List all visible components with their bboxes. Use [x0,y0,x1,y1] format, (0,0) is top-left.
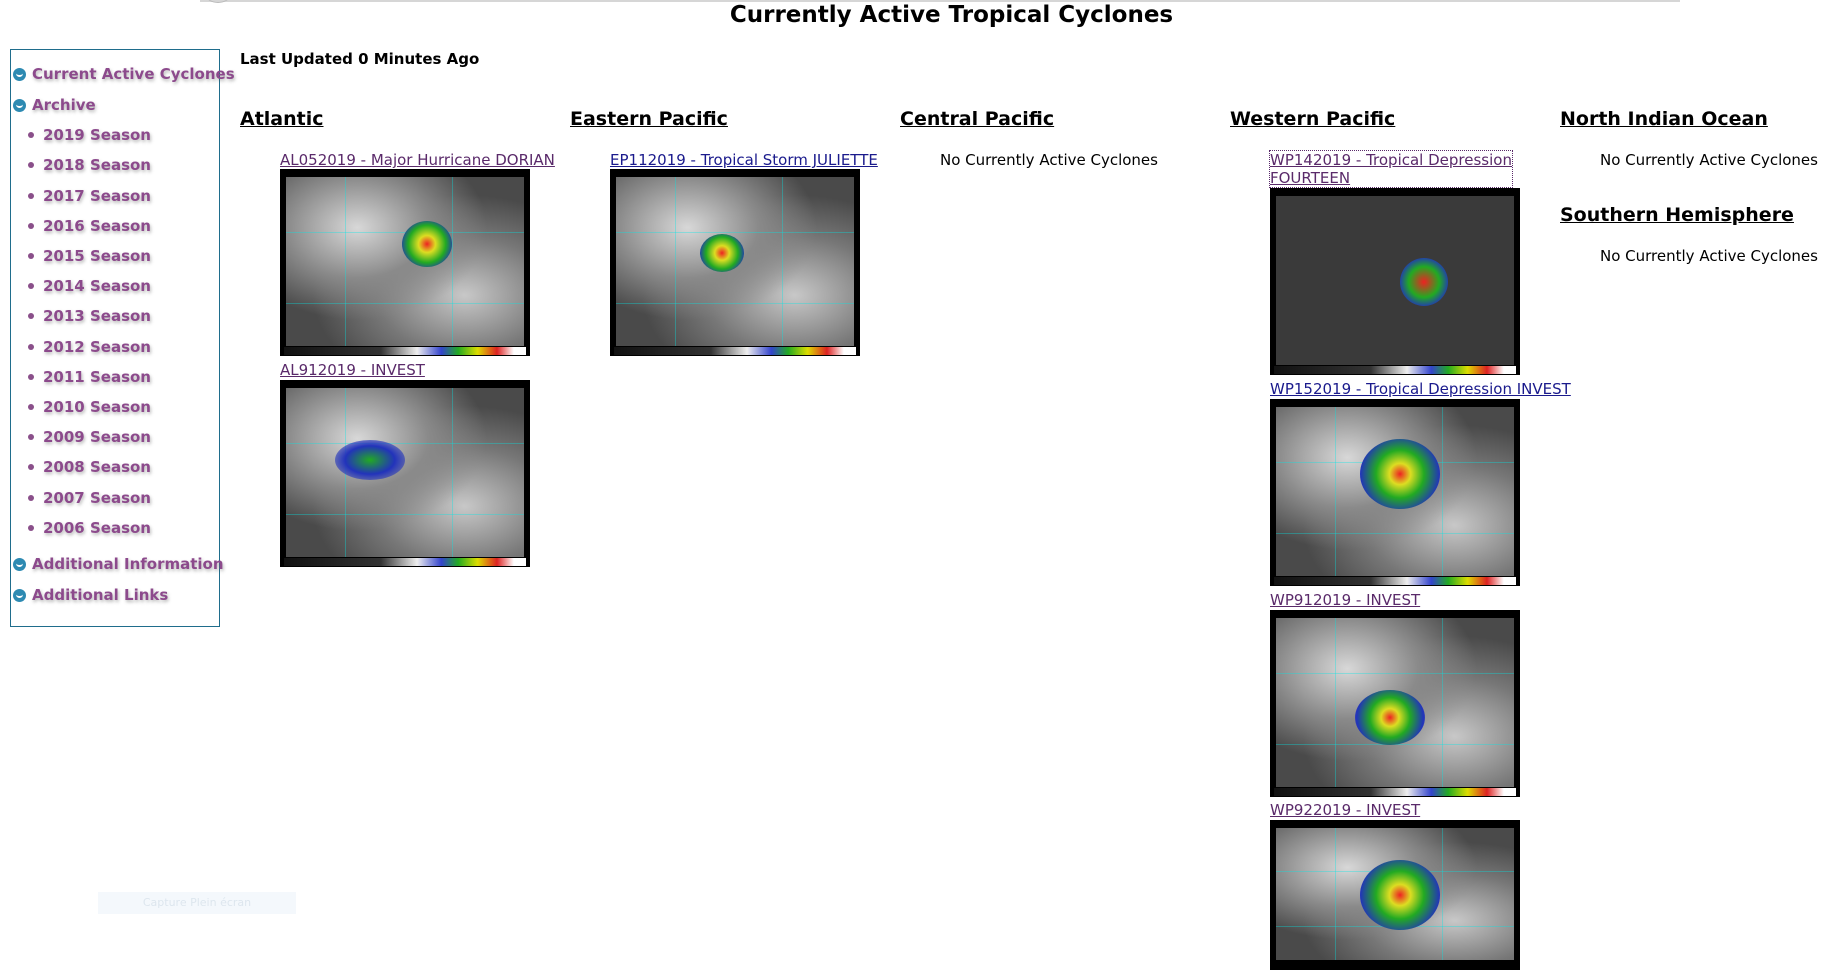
satellite-image-wp912019[interactable] [1270,610,1520,797]
storm-link-wp152019[interactable]: WP152019 - Tropical Depression INVEST [1270,380,1571,398]
storm-link-al052019[interactable]: AL052019 - Major Hurricane DORIAN [280,151,555,169]
hurricane-eye-icon [402,221,452,267]
sidebar-link[interactable]: Additional Information [32,555,224,573]
storm-link-wp912019[interactable]: WP912019 - INVEST [1270,591,1421,609]
sidebar-season-2014[interactable] [28,275,151,297]
bullet-icon [28,193,34,199]
basin-title[interactable]: Southern Hemisphere [1560,204,1794,226]
satellite-image-al912019[interactable] [280,380,530,567]
bullet-icon [28,374,34,380]
season-link[interactable]: 2006 Season [43,519,151,537]
season-link[interactable]: 2007 Season [43,489,151,507]
season-link[interactable]: 2013 Season [43,307,151,325]
storm-link-ep112019[interactable]: EP112019 - Tropical Storm JULIETTE [610,151,878,169]
season-link[interactable]: 2017 Season [43,187,151,205]
bullet-icon [28,464,34,470]
no-active-cyclones-text: No Currently Active Cyclones [1600,247,1818,265]
basin-western-pacific [1230,108,1395,130]
storm-center-icon [700,234,744,272]
color-scale-bar [1274,788,1516,796]
season-link[interactable]: 2015 Season [43,247,151,265]
basin-eastern-pacific [570,108,728,130]
season-link[interactable]: 2012 Season [43,338,151,356]
season-link[interactable]: 2011 Season [43,368,151,386]
color-scale-bar [1274,577,1516,585]
sidebar-item-additional-information[interactable] [13,553,224,575]
storm-link-al912019[interactable]: AL912019 - INVEST [280,361,425,379]
storm-cloud-icon [1360,439,1440,509]
basin-north-indian-ocean [1560,108,1768,130]
storm-center-icon [1400,258,1448,306]
storm-link-wp922019[interactable]: WP922019 - INVEST [1270,801,1421,819]
basin-southern-hemisphere [1560,204,1794,226]
sidebar-season-2018[interactable] [28,154,151,176]
bullet-icon [28,283,34,289]
sidebar-link[interactable]: Current Active Cyclones [32,65,235,83]
satellite-imagery [286,388,524,557]
color-scale-bar [1274,366,1516,374]
sidebar-item-additional-links[interactable] [13,584,168,606]
season-link[interactable]: 2010 Season [43,398,151,416]
satellite-imagery [286,177,524,346]
season-link[interactable]: 2019 Season [43,126,151,144]
basin-title[interactable]: Western Pacific [1230,108,1396,130]
basin-title[interactable]: Central Pacific [900,108,1055,130]
storm-link-line: FOURTEEN [1270,169,1351,187]
bullet-icon [28,434,34,440]
bullet-icon [28,132,34,138]
color-scale-bar [614,347,856,355]
noaa-logo-icon [13,589,26,602]
sidebar-item-archive[interactable] [13,94,96,116]
satellite-imagery [1276,196,1514,365]
season-link[interactable]: 2008 Season [43,458,151,476]
basin-title[interactable]: Atlantic [240,108,324,130]
satellite-image-wp142019[interactable] [1270,188,1520,375]
basin-atlantic [240,108,324,130]
satellite-image-al052019[interactable] [280,169,530,356]
sidebar-season-2012[interactable] [28,336,151,358]
sidebar-season-2019[interactable] [28,124,151,146]
satellite-image-ep112019[interactable] [610,169,860,356]
sidebar-season-2007[interactable] [28,487,151,509]
capture-screen-button[interactable]: Capture Plein écran [98,892,296,914]
page-title: Currently Active Tropical Cyclones [729,2,1174,28]
season-link[interactable]: 2009 Season [43,428,151,446]
sidebar-season-2013[interactable] [28,305,151,327]
sidebar-nav [10,49,235,627]
basin-central-pacific [900,108,1054,130]
sidebar-season-2017[interactable] [28,185,151,207]
bullet-icon [28,495,34,501]
sidebar-season-2016[interactable] [28,215,151,237]
basin-title[interactable]: Eastern Pacific [570,108,728,130]
sidebar-item-current-active-cyclones[interactable] [13,63,235,85]
noaa-logo-icon [13,558,26,571]
sidebar-season-2009[interactable] [28,426,151,448]
last-updated-text: Last Updated 0 Minutes Ago [240,50,480,68]
storm-cloud-icon [1355,690,1425,745]
satellite-image-wp922019[interactable] [1270,820,1520,970]
color-scale-bar [284,558,526,566]
noaa-logo-icon [13,68,26,81]
sidebar-season-2011[interactable] [28,366,151,388]
no-active-cyclones-text: No Currently Active Cyclones [1600,151,1818,169]
bullet-icon [28,313,34,319]
season-link[interactable]: 2018 Season [43,156,151,174]
sidebar-season-2015[interactable] [28,245,151,267]
season-link[interactable]: 2016 Season [43,217,151,235]
sidebar-season-2010[interactable] [28,396,151,418]
no-active-cyclones-text: No Currently Active Cyclones [940,151,1158,169]
sidebar-season-2008[interactable] [28,456,151,478]
storm-link-line: WP142019 - Tropical Depression [1270,151,1512,169]
color-scale-bar [284,347,526,355]
sidebar-season-2006[interactable] [28,517,151,539]
bullet-icon [28,162,34,168]
storm-cloud-icon [335,440,405,480]
bullet-icon [28,253,34,259]
bullet-icon [28,223,34,229]
sidebar-link[interactable]: Additional Links [32,586,169,604]
bullet-icon [28,525,34,531]
storm-link-wp142019[interactable] [1270,151,1512,187]
basin-title[interactable]: North Indian Ocean [1560,108,1768,130]
season-link[interactable]: 2014 Season [43,277,151,295]
satellite-image-wp152019[interactable] [1270,399,1520,586]
noaa-logo-icon [13,99,26,112]
storm-cloud-icon [1360,860,1440,930]
bullet-icon [28,404,34,410]
bullet-icon [28,344,34,350]
sidebar-link[interactable]: Archive [32,96,96,114]
